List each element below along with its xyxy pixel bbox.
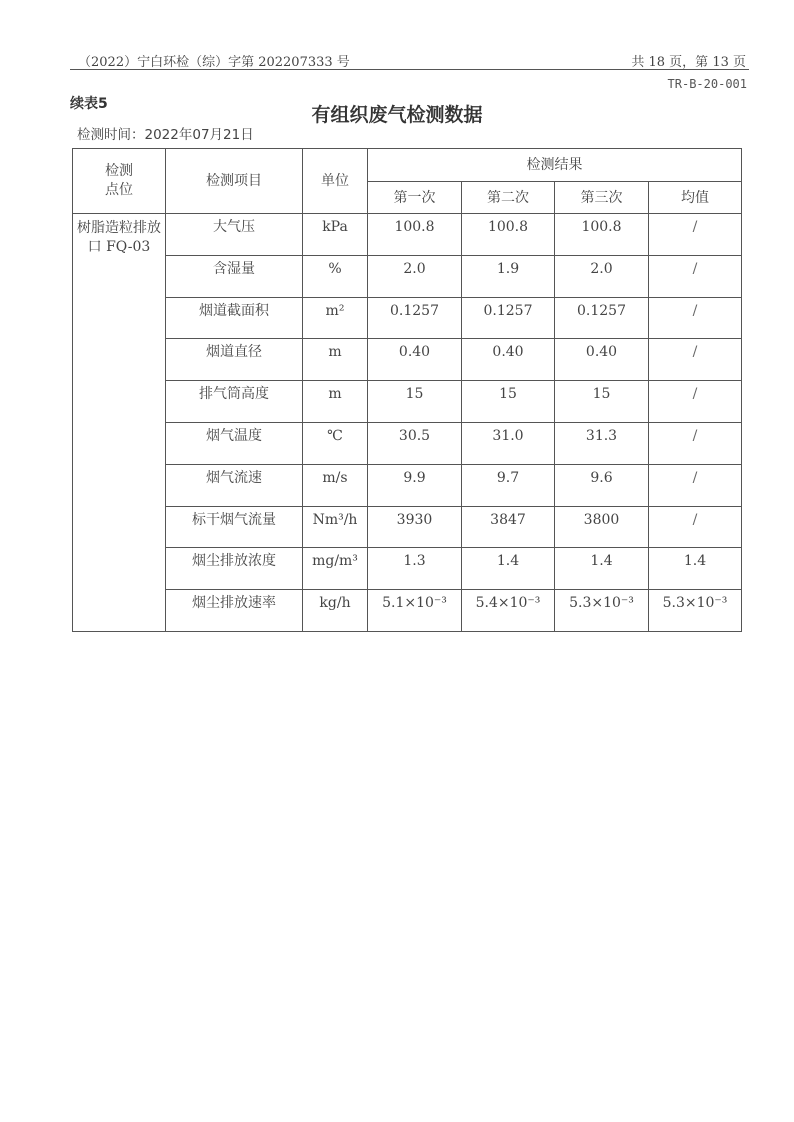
col-header-site: 检测 点位	[73, 149, 166, 214]
average-cell: /	[649, 255, 742, 297]
table-row	[73, 422, 742, 464]
average-cell: 1.4	[649, 548, 742, 590]
page-indicator: 共 18 页，第 13 页	[631, 55, 746, 70]
average-cell: /	[649, 339, 742, 381]
item-cell: 排气筒高度	[166, 381, 303, 423]
table-row	[73, 506, 742, 548]
item-cell: 烟道截面积	[166, 297, 303, 339]
table-row	[73, 339, 742, 381]
table-row	[73, 590, 742, 632]
value-cell: 15	[462, 381, 555, 423]
col-header-second: 第二次	[462, 182, 555, 214]
unit-cell: m	[303, 381, 368, 423]
page-title: 有组织废气检测数据	[311, 104, 483, 126]
value-cell: 2.0	[555, 255, 649, 297]
unit-cell: %	[303, 255, 368, 297]
sampling-site: 树脂造粒排放口 FQ-03	[73, 214, 166, 632]
value-cell: 0.1257	[555, 297, 649, 339]
value-cell: 9.7	[462, 464, 555, 506]
value-cell: 3930	[368, 506, 462, 548]
value-cell: 0.40	[368, 339, 462, 381]
report-number: （2022）宁白环检（综）字第 202207333 号	[78, 55, 350, 70]
continuation-label: 续表5	[70, 96, 108, 112]
value-cell: 0.1257	[368, 297, 462, 339]
table-row	[73, 464, 742, 506]
unit-cell: kPa	[303, 214, 368, 256]
value-cell: 2.0	[368, 255, 462, 297]
col-header-results: 检测结果	[368, 149, 742, 182]
exhaust-gas-data-table	[72, 148, 742, 632]
value-cell: 0.40	[462, 339, 555, 381]
average-cell: /	[649, 214, 742, 256]
test-date: 检测时间：2022年07月21日	[77, 127, 254, 143]
value-cell: 1.3	[368, 548, 462, 590]
item-cell: 烟气温度	[166, 422, 303, 464]
average-cell: /	[649, 506, 742, 548]
average-cell: /	[649, 464, 742, 506]
table-row	[73, 548, 742, 590]
value-cell: 9.9	[368, 464, 462, 506]
unit-cell: m/s	[303, 464, 368, 506]
value-cell: 1.9	[462, 255, 555, 297]
col-header-item: 检测项目	[166, 149, 303, 214]
value-cell: 9.6	[555, 464, 649, 506]
value-cell: 100.8	[368, 214, 462, 256]
value-cell: 0.1257	[462, 297, 555, 339]
value-cell: 1.4	[462, 548, 555, 590]
form-code: TR-B-20-001	[667, 77, 747, 91]
col-header-average: 均值	[649, 182, 742, 214]
unit-cell: ℃	[303, 422, 368, 464]
value-cell: 31.3	[555, 422, 649, 464]
unit-cell: kg/h	[303, 590, 368, 632]
item-cell: 烟道直径	[166, 339, 303, 381]
table-row	[73, 214, 742, 256]
average-cell: /	[649, 381, 742, 423]
average-cell: /	[649, 297, 742, 339]
header-row-1	[73, 149, 742, 182]
item-cell: 含湿量	[166, 255, 303, 297]
item-cell: 烟气流速	[166, 464, 303, 506]
value-cell: 0.40	[555, 339, 649, 381]
value-cell: 100.8	[462, 214, 555, 256]
table-row	[73, 381, 742, 423]
table-row	[73, 255, 742, 297]
value-cell: 15	[368, 381, 462, 423]
value-cell: 30.5	[368, 422, 462, 464]
value-cell: 5.1×10⁻³	[368, 590, 462, 632]
value-cell: 100.8	[555, 214, 649, 256]
value-cell: 3847	[462, 506, 555, 548]
value-cell: 5.4×10⁻³	[462, 590, 555, 632]
unit-cell: Nm³/h	[303, 506, 368, 548]
average-cell: 5.3×10⁻³	[649, 590, 742, 632]
value-cell: 15	[555, 381, 649, 423]
item-cell: 烟尘排放浓度	[166, 548, 303, 590]
unit-cell: m	[303, 339, 368, 381]
col-header-unit: 单位	[303, 149, 368, 214]
value-cell: 31.0	[462, 422, 555, 464]
average-cell: /	[649, 422, 742, 464]
value-cell: 3800	[555, 506, 649, 548]
value-cell: 1.4	[555, 548, 649, 590]
unit-cell: m²	[303, 297, 368, 339]
header-rule	[70, 69, 749, 70]
unit-cell: mg/m³	[303, 548, 368, 590]
value-cell: 5.3×10⁻³	[555, 590, 649, 632]
col-header-first: 第一次	[368, 182, 462, 214]
item-cell: 大气压	[166, 214, 303, 256]
item-cell: 标干烟气流量	[166, 506, 303, 548]
col-header-third: 第三次	[555, 182, 649, 214]
item-cell: 烟尘排放速率	[166, 590, 303, 632]
table-row	[73, 297, 742, 339]
